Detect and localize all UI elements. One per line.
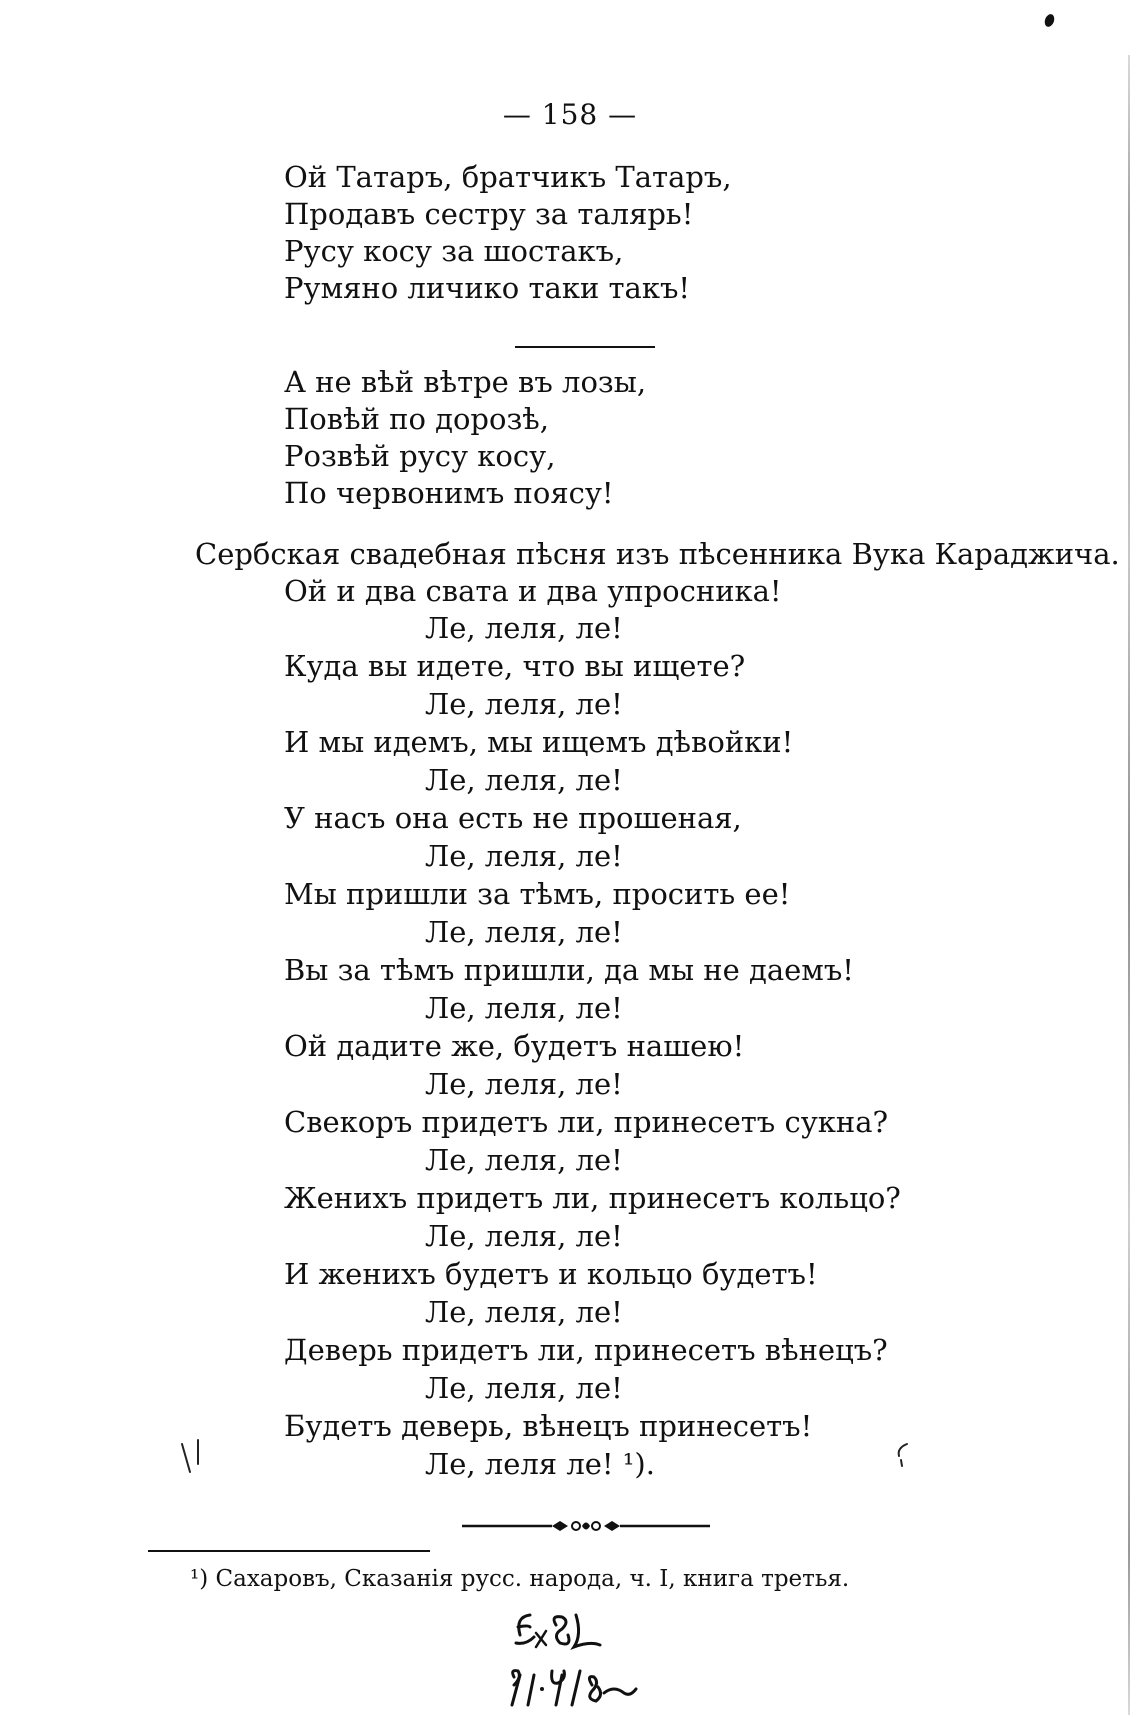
song-refrain: Ле, леля ле! ¹). [425, 1447, 655, 1481]
song-line: Женихъ придетъ ли, принесетъ кольцо? [284, 1181, 901, 1215]
song-refrain: Ле, леля, ле! [425, 991, 623, 1025]
margin-mark [178, 1438, 208, 1478]
handwritten-note [500, 1605, 640, 1715]
footnote-rule [148, 1550, 430, 1552]
page-edge [1128, 55, 1130, 1715]
song-refrain: Ле, леля, ле! [425, 839, 623, 873]
stanza1-line: Румяно личико таки такъ! [284, 271, 691, 305]
stanza2-line: По червонимъ поясу! [284, 476, 614, 510]
footnote: ¹) Сахаровъ, Сказанія русс. народа, ч. I, книга третья. [190, 1566, 850, 1592]
song-refrain: Ле, леля, ле! [425, 1219, 623, 1253]
song-refrain: Ле, леля, ле! [425, 763, 623, 797]
margin-mark [893, 1440, 911, 1470]
song-refrain: Ле, леля, ле! [425, 611, 623, 645]
stanza2-line: А не вѣй вѣтре въ лозы, [284, 365, 647, 399]
ornament-divider [462, 1517, 710, 1535]
song-line: Будетъ деверь, вѣнецъ принесетъ! [284, 1409, 813, 1443]
song-refrain: Ле, леля, ле! [425, 687, 623, 721]
song-line: У насъ она есть не прошеная, [284, 801, 742, 835]
song-refrain: Ле, леля, ле! [425, 915, 623, 949]
song-refrain: Ле, леля, ле! [425, 1295, 623, 1329]
song-line: Свекоръ придетъ ли, принесетъ сукна? [284, 1105, 889, 1139]
page-number: — 158 — [502, 98, 638, 131]
section-heading: Сербская свадебная пѣсня изъ пѣсенника Вука Караджича. [195, 537, 1120, 571]
song-line: Ой и два свата и два упросника! [284, 574, 782, 608]
stanza1-line: Продавъ сестру за талярь! [284, 197, 694, 231]
stanza2-line: Розвѣй русу косу, [284, 439, 556, 473]
song-line: Мы пришли за тѣмъ, просить ее! [284, 877, 791, 911]
ink-dot [1043, 13, 1056, 28]
song-line: Куда вы идете, что вы ищете? [284, 649, 746, 683]
song-line: И женихъ будетъ и кольцо будетъ! [284, 1257, 818, 1291]
song-line: И мы идемъ, мы ищемъ дѣвойки! [284, 725, 794, 759]
stanza-separator [515, 346, 655, 348]
song-refrain: Ле, леля, ле! [425, 1371, 623, 1405]
song-refrain: Ле, леля, ле! [425, 1143, 623, 1177]
song-line: Деверь придетъ ли, принесетъ вѣнецъ? [284, 1333, 888, 1367]
stanza1-line: Ой Татаръ, братчикъ Татаръ, [284, 160, 732, 194]
song-line: Ой дадите же, будетъ нашею! [284, 1029, 745, 1063]
stanza2-line: Повѣй по дорозѣ, [284, 402, 549, 436]
stanza1-line: Русу косу за шостакъ, [284, 234, 624, 268]
song-line: Вы за тѣмъ пришли, да мы не даемъ! [284, 953, 854, 987]
song-refrain: Ле, леля, ле! [425, 1067, 623, 1101]
